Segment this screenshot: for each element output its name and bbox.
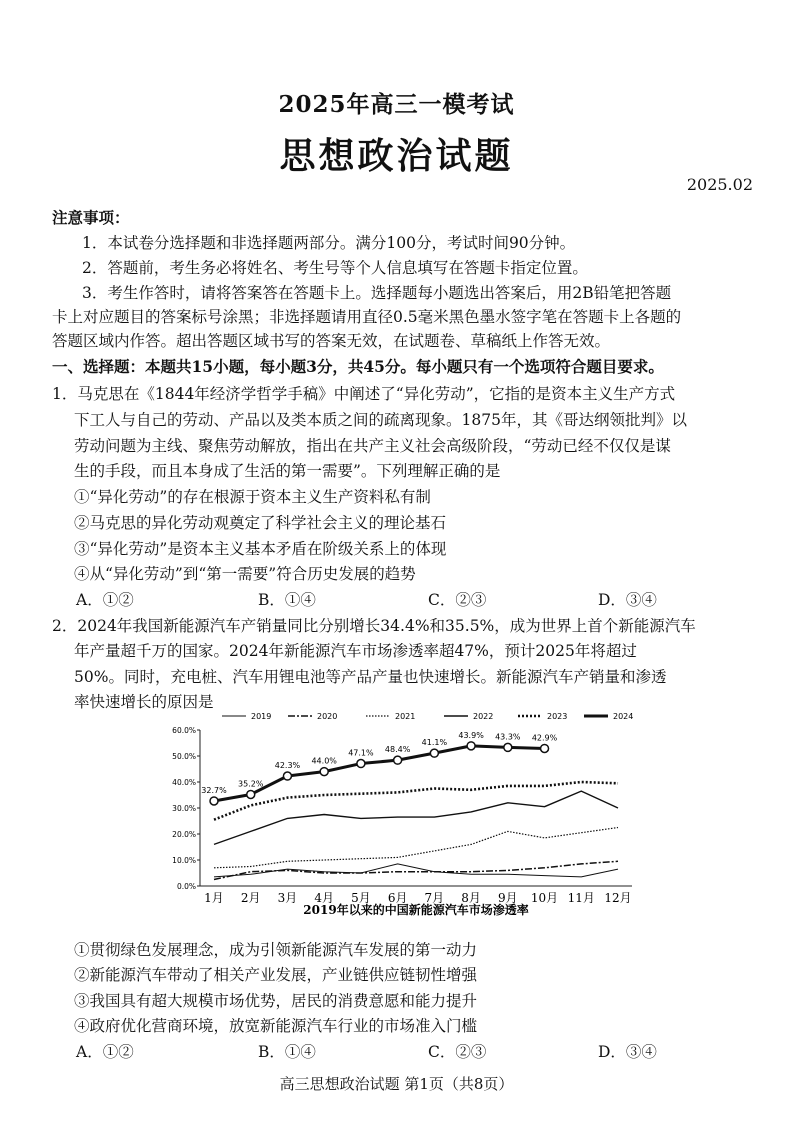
q1-option-b[interactable]: B．①④ bbox=[258, 591, 316, 609]
q1-stem: 生的手段，而且本身成了生活的第一需要”。下列理解正确的是 bbox=[74, 462, 501, 480]
q2-option-b[interactable]: B．①④ bbox=[258, 1043, 316, 1061]
legend-label-2020: 2020 bbox=[317, 712, 338, 721]
series-line-2021 bbox=[214, 828, 618, 868]
q1-stem: 1．马克思在《1844年经济学哲学手稿》中阐述了“异化劳动”，它指的是资本主义生产方式 bbox=[52, 385, 676, 403]
data-label-2024: 43.9% bbox=[458, 730, 484, 740]
point-2024 bbox=[430, 749, 438, 757]
x-tick-label: 1月 bbox=[204, 891, 224, 905]
x-tick-label: 2月 bbox=[240, 891, 261, 905]
x-tick-label: 10月 bbox=[530, 891, 559, 905]
point-2024 bbox=[210, 797, 218, 805]
q2-stem: 2．2024年我国新能源汽车产销量同比分别增长34.4%和35.5%，成为世界上首个新能源汽车 bbox=[52, 617, 696, 635]
series-line-2020 bbox=[214, 861, 618, 879]
notice-item: 3．考生作答时，请将答案答在答题卡上。选择题每小题选出答案后，用2B铅笔把答题 bbox=[82, 284, 672, 302]
q1-statement: ②马克思的异化劳动观奠定了科学社会主义的理论基石 bbox=[74, 514, 447, 532]
exam-date: 2025.02 bbox=[686, 175, 753, 194]
data-label-2024: 41.1% bbox=[421, 738, 448, 748]
q1-stem: 下工人与自己的劳动、产品以及类本质之间的疏离现象。1875年，其《哥达纲领批判》以 bbox=[74, 411, 687, 429]
q2-statement: ①贯彻绿色发展理念，成为引领新能源汽车发展的第一动力 bbox=[74, 941, 478, 959]
y-tick-label: 60.0% bbox=[172, 726, 196, 735]
y-tick-label: 10.0% bbox=[172, 856, 196, 865]
legend-label-2019: 2019 bbox=[251, 712, 272, 721]
legend-label-2024: 2024 bbox=[613, 712, 634, 721]
notice-item: 卡上对应题目的答案标号涂黑；非选择题请用直径0.5毫米黑色墨水签字笔在答题卡上各题的 bbox=[52, 308, 682, 326]
q2-option-a[interactable]: A．①② bbox=[76, 1043, 134, 1061]
data-label-2024: 42.3% bbox=[274, 761, 301, 771]
x-tick-label: 11月 bbox=[567, 891, 595, 905]
legend-label-2023: 2023 bbox=[547, 712, 568, 721]
q2-statement: ②新能源汽车带动了相关产业发展，产业链供应链韧性增强 bbox=[74, 966, 478, 984]
q2-option-c[interactable]: C．②③ bbox=[428, 1043, 487, 1061]
data-label-2024: 44.0% bbox=[311, 756, 337, 766]
x-tick-label: 9月 bbox=[497, 891, 518, 905]
y-tick-label: 50.0% bbox=[172, 752, 196, 761]
q2-statement: ④政府优化营商环境，放宽新能源汽车行业的市场准入门槛 bbox=[74, 1017, 478, 1035]
legend-label-2021: 2021 bbox=[395, 712, 416, 721]
q1-statement: ④从“异化劳动”到“第一需要”符合历史发展的趋势 bbox=[74, 565, 416, 583]
q2-statement: ③我国具有超大规模市场优势，居民的消费意愿和能力提升 bbox=[74, 992, 478, 1010]
data-label-2024: 32.7% bbox=[201, 785, 227, 795]
penetration-chart bbox=[170, 708, 642, 918]
x-tick-label: 6月 bbox=[387, 891, 408, 905]
x-tick-label: 7月 bbox=[424, 891, 445, 905]
point-2024 bbox=[320, 768, 328, 776]
y-tick-label: 30.0% bbox=[172, 804, 196, 813]
q2-stem: 年产量超千万的国家。2024年新能源汽车市场渗透率超47%，预计2025年将超过 bbox=[74, 642, 637, 660]
notice-item: 答题区域内作答。超出答题区域书写的答案无效，在试题卷、草稿纸上作答无效。 bbox=[52, 332, 611, 350]
page-footer: 高三思想政治试题 第1页（共8页） bbox=[279, 1075, 514, 1093]
section-heading: 一、选择题：本题共15小题，每小题3分，共45分。每小题只有一个选项符合题目要求。 bbox=[52, 357, 664, 376]
point-2024 bbox=[357, 760, 365, 768]
data-label-2024: 35.2% bbox=[238, 779, 264, 789]
point-2024 bbox=[541, 744, 549, 752]
notice-heading: 注意事项： bbox=[52, 208, 130, 227]
x-tick-label: 12月 bbox=[604, 891, 632, 905]
exam-title: 2025年高三一模考试 bbox=[278, 91, 515, 118]
x-tick-label: 5月 bbox=[351, 891, 371, 905]
data-label-2024: 43.3% bbox=[495, 732, 521, 742]
q2-stem: 率快速增长的原因是 bbox=[74, 693, 214, 711]
point-2024 bbox=[467, 742, 475, 750]
y-tick-label: 0.0% bbox=[176, 882, 196, 891]
q1-statement: ①“异化劳动”的存在根源于资本主义生产资料私有制 bbox=[74, 488, 431, 506]
q1-option-d[interactable]: D．③④ bbox=[598, 591, 657, 609]
chart-title: 2019年以来的中国新能源汽车市场渗透率 bbox=[303, 903, 529, 917]
point-2024 bbox=[247, 790, 255, 798]
notice-item: 2．答题前，考生务必将姓名、考生号等个人信息填写在答题卡指定位置。 bbox=[82, 259, 588, 277]
x-tick-label: 3月 bbox=[277, 891, 298, 905]
q1-statement: ③“异化劳动”是资本主义基本矛盾在阶级关系上的体现 bbox=[74, 540, 447, 558]
point-2024 bbox=[283, 772, 291, 780]
data-label-2024: 42.9% bbox=[531, 733, 558, 743]
subject-title: 思想政治试题 bbox=[279, 135, 514, 177]
q1-option-c[interactable]: C．②③ bbox=[428, 591, 487, 609]
x-tick-label: 4月 bbox=[314, 891, 335, 905]
data-label-2024: 48.4% bbox=[384, 745, 411, 755]
y-tick-label: 40.0% bbox=[172, 778, 196, 787]
point-2024 bbox=[394, 756, 402, 764]
x-tick-label: 8月 bbox=[461, 891, 481, 905]
q2-stem: 50%。同时，充电桩、汽车用锂电池等产品产量也快速增长。新能源汽车产销量和渗透 bbox=[74, 668, 667, 686]
y-tick-label: 20.0% bbox=[172, 830, 196, 839]
legend-label-2022: 2022 bbox=[473, 712, 494, 721]
q1-option-a[interactable]: A．①② bbox=[76, 591, 134, 609]
data-label-2024: 47.1% bbox=[348, 748, 374, 758]
point-2024 bbox=[504, 743, 512, 751]
q2-option-d[interactable]: D．③④ bbox=[598, 1043, 657, 1061]
notice-item: 1．本试卷分选择题和非选择题两部分。满分100分，考试时间90分钟。 bbox=[82, 234, 576, 252]
q1-stem: 劳动问题为主线、聚焦劳动解放，指出在共产主义社会高级阶段，“劳动已经不仅仅是谋 bbox=[74, 437, 671, 455]
